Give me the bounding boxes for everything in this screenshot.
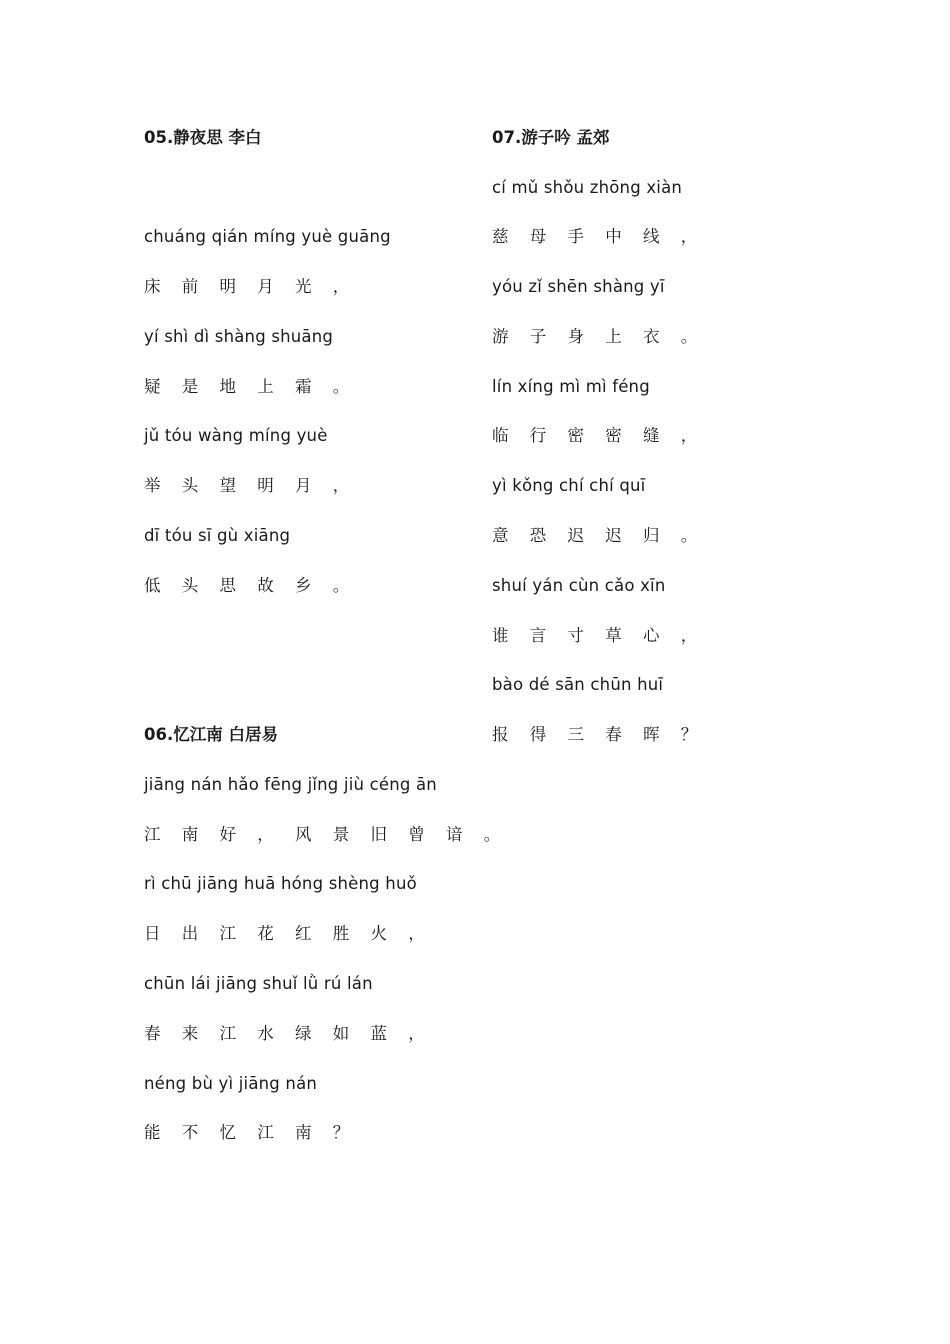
pinyin-line: yí shì dì shàng shuāng [144,327,334,346]
hanzi-line: 举 头 望 明 月 ， [144,476,358,495]
hanzi-line: 床 前 明 月 光 ， [144,277,358,296]
poem-title: 06.忆江南 白居易 [144,725,278,744]
hanzi-line: 江 南 好 ， 风 景 旧 曾 谙 。 [144,825,509,844]
pinyin-line: néng bù yì jiāng nán [144,1074,318,1093]
hanzi-line: 报 得 三 春 晖 ？ [492,725,706,744]
hanzi-line: 疑 是 地 上 霜 。 [144,377,358,396]
pinyin-line: dī tóu sī gù xiāng [144,526,291,545]
pinyin-line: jǔ tóu wàng míng yuè [144,426,328,445]
hanzi-line: 谁 言 寸 草 心 ， [492,626,706,645]
hanzi-line: 低 头 思 故 乡 。 [144,576,358,595]
hanzi-line: 临 行 密 密 缝 ， [492,426,706,445]
pinyin-line: lín xíng mì mì féng [492,377,650,396]
pinyin-line: rì chū jiāng huā hóng shèng huǒ [144,874,417,893]
hanzi-line: 能 不 忆 江 南 ？ [144,1123,358,1142]
pinyin-line: jiāng nán hǎo fēng jǐng jiù céng ān [144,775,437,794]
hanzi-line: 慈 母 手 中 线 ， [492,227,706,246]
hanzi-line: 游 子 身 上 衣 。 [492,327,706,346]
hanzi-line: 日 出 江 花 红 胜 火 ， [144,924,433,943]
poem-title: 07.游子吟 孟郊 [492,128,610,147]
pinyin-line: chuáng qián míng yuè guāng [144,227,391,246]
hanzi-line: 意 恐 迟 迟 归 。 [492,526,706,545]
pinyin-line: chūn lái jiāng shuǐ lǜ rú lán [144,974,373,993]
poem-title: 05.静夜思 李白 [144,128,262,147]
pinyin-line: yì kǒng chí chí quī [492,476,646,495]
pinyin-line: cí mǔ shǒu zhōng xiàn [492,178,683,197]
pinyin-line: bào dé sān chūn huī [492,675,664,694]
pinyin-line: shuí yán cùn cǎo xīn [492,576,666,595]
hanzi-line: 春 来 江 水 绿 如 蓝 ， [144,1024,433,1043]
pinyin-line: yóu zǐ shēn shàng yī [492,277,665,296]
